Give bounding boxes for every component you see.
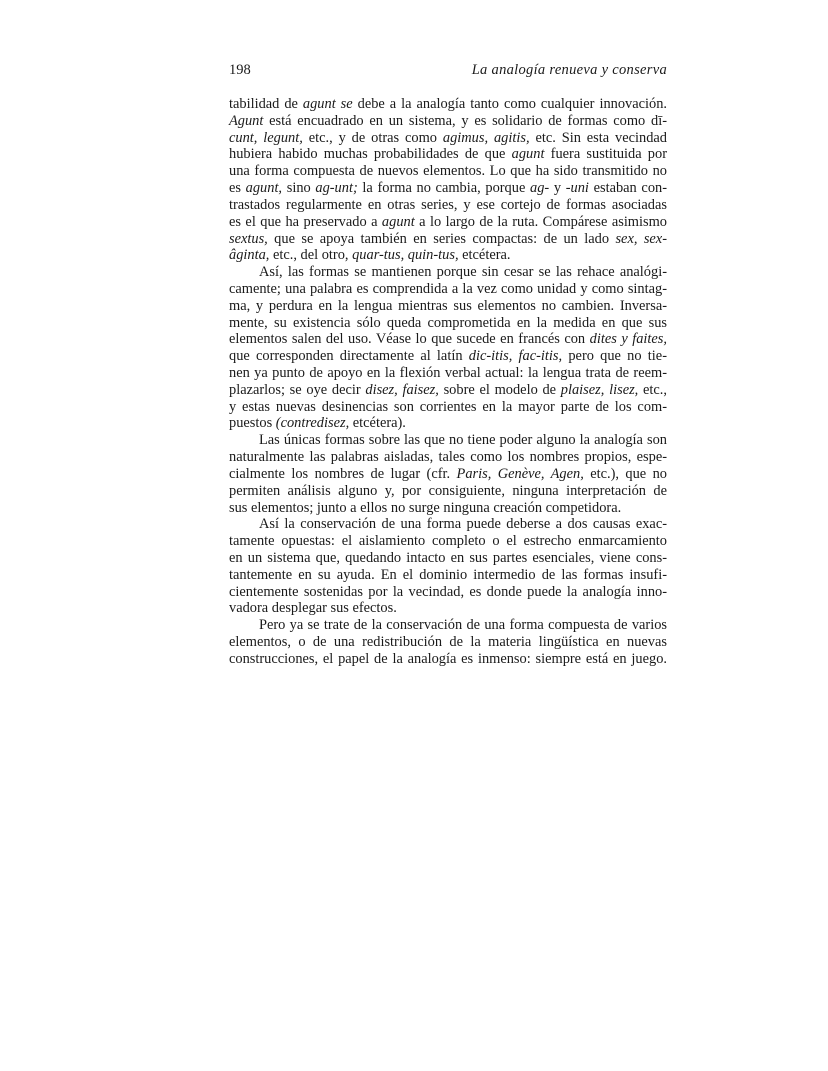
- text-line: [229, 449, 667, 466]
- text-line: [229, 500, 667, 517]
- text-run: y: [549, 180, 566, 197]
- text-run: etc. Sin esta vecindad: [529, 129, 667, 146]
- text-run: sobre el modelo de: [438, 381, 561, 398]
- running-title: La analogía renueva y conserva: [471, 62, 667, 78]
- text-run: que se apoya también en series compactas: de un lado: [267, 230, 616, 247]
- text-run: Así la conservación de una forma puede deberse a dos causas exac-: [259, 516, 667, 533]
- text-line: [229, 365, 667, 382]
- text-line: [229, 584, 667, 601]
- text-line: [229, 315, 667, 332]
- text-run: es el que ha preservado a: [229, 213, 382, 230]
- italic-term: dites y faites,: [589, 331, 667, 348]
- text-run: vadora desplegar sus efectos.: [229, 600, 397, 617]
- text-run: cialmente los nombres de lugar (cfr.: [229, 465, 457, 482]
- text-run: ma, y perdura en la lengua mientras sus elementos no cambien. Inversa-: [229, 297, 667, 314]
- italic-term: cunt, legunt,: [229, 129, 303, 146]
- text-run: pero que no tie-: [562, 348, 667, 365]
- text-line: [229, 634, 667, 651]
- text-line: [229, 214, 667, 231]
- text-run: etcétera.: [458, 247, 511, 264]
- text-line: [229, 600, 667, 617]
- text-run: sus elementos; junto a ellos no surge ninguna creación competidora.: [229, 499, 622, 516]
- italic-term: âginta,: [229, 247, 270, 264]
- italic-term: agunt se: [302, 96, 353, 112]
- text-line: [229, 432, 667, 449]
- text-line: [229, 281, 667, 298]
- italic-term: agunt,: [245, 180, 283, 197]
- italic-term: agimus, agitis,: [442, 129, 530, 146]
- text-run: nen ya punto de apoyo en la flexión verbal actual: la lengua trata de reem-: [229, 365, 667, 381]
- text-line: [229, 146, 667, 163]
- text-line: [229, 96, 667, 113]
- text-run: mente, su existencia sólo queda comprometida en la medida en que sus: [229, 314, 667, 331]
- text-run: etc.), que no: [583, 465, 667, 482]
- text-run: debe a la analogía tanto como cualquier innovación.: [352, 96, 667, 112]
- text-line: [229, 113, 667, 130]
- text-line: [229, 415, 667, 432]
- italic-term: agunt: [381, 213, 415, 230]
- text-run: tabilidad de: [229, 96, 303, 112]
- text-line: [229, 247, 667, 264]
- text-run: camente; una palabra es comprendida a la vez como unidad y como sintag-: [229, 280, 667, 297]
- text-run: Las únicas formas sobre las que no tiene poder alguno la analogía son: [259, 432, 667, 449]
- text-line: [229, 399, 667, 416]
- text-run: en un sistema que, quedando intacto en sus partes esenciales, viene cons-: [229, 549, 667, 566]
- text-run: sino: [282, 180, 316, 197]
- text-run: tantemente en su ayuda. En el dominio intermedio de las formas insufi-: [229, 566, 667, 583]
- text-run: etc.,: [638, 381, 667, 398]
- text-run: fuera sustituida por: [544, 146, 667, 163]
- italic-term: dic-itis, fac-itis,: [468, 348, 563, 365]
- italic-term: ag-unt;: [315, 180, 358, 197]
- text-run: que corresponden directamente al latín: [229, 348, 469, 365]
- text-run: tamente opuestas: el aislamiento completo o el estrecho enmarcamiento: [229, 533, 667, 550]
- text-run: la forma no cambia, porque: [357, 180, 531, 197]
- italic-term: sex, sex-: [615, 230, 667, 247]
- text-line: [229, 163, 667, 180]
- text-run: puestos: [229, 415, 276, 432]
- text-line: [229, 651, 667, 668]
- italic-term: Paris, Genève, Agen,: [456, 465, 584, 482]
- text-line: [229, 348, 667, 365]
- text-line: [229, 516, 667, 533]
- text-run: Así, las formas se mantienen porque sin cesar se las rehace analógi-: [259, 264, 667, 281]
- text-line: [229, 533, 667, 550]
- italic-term: quar-tus, quin-tus,: [352, 247, 459, 264]
- text-line: [229, 130, 667, 147]
- text-line: [229, 567, 667, 584]
- text-run: cientemente sostenidas por la vecindad, es donde puede la analogía inno-: [229, 583, 667, 600]
- text-run: etcétera).: [349, 415, 406, 432]
- text-run: Pero ya se trate de la conservación de una forma compuesta de varios: [259, 617, 667, 634]
- text-run: una forma compuesta de nuevos elementos. Lo que ha sido transmitido no: [229, 163, 667, 180]
- italic-term: (contredisez,: [275, 415, 350, 432]
- text-line: [229, 331, 667, 348]
- text-run: estaban con-: [588, 180, 667, 197]
- body-text: [229, 96, 667, 668]
- text-line: [229, 466, 667, 483]
- text-run: a lo largo de la ruta. Compárese asimismo: [414, 213, 667, 230]
- text-run: elementos, o de una redistribución de la materia lingüística en nuevas: [229, 634, 667, 650]
- text-run: es: [229, 180, 246, 197]
- italic-term: -uni: [565, 180, 589, 197]
- page-number: 198: [229, 62, 251, 78]
- italic-term: sextus,: [229, 230, 268, 247]
- italic-term: agunt: [511, 146, 545, 163]
- text-line: [229, 298, 667, 315]
- text-run: construcciones, el papel de la analogía es inmenso: siempre está en juego.: [229, 650, 667, 667]
- text-line: [229, 180, 667, 197]
- text-run: permiten análisis alguno y, por consiguiente, ninguna interpretación de: [229, 482, 667, 499]
- text-line: [229, 617, 667, 634]
- text-line: [229, 264, 667, 281]
- text-line: [229, 231, 667, 248]
- text-run: etc., del otro,: [269, 247, 353, 264]
- text-run: hubiera habido muchas probabilidades de que: [229, 146, 512, 163]
- italic-term: ag-: [530, 180, 550, 197]
- page-header: [229, 62, 667, 82]
- text-run: etc., y de otras como: [302, 129, 443, 146]
- text-line: [229, 197, 667, 214]
- italic-term: plaisez, lisez,: [560, 381, 639, 398]
- text-run: plazarlos; se oye decir: [229, 381, 366, 398]
- text-run: naturalmente las palabras aisladas, tales como los nombres propios, espe-: [229, 449, 667, 466]
- text-run: trastados regularmente en otras series, y ese cortejo de formas asociadas: [229, 196, 667, 213]
- text-line: [229, 382, 667, 399]
- text-line: [229, 550, 667, 567]
- text-run: está encuadrado en un sistema, y es solidario de formas como dī-: [263, 112, 667, 129]
- text-line: [229, 483, 667, 500]
- text-run: y estas nuevas desinencias son corrientes en la mayor parte de los com-: [229, 398, 667, 415]
- text-run: elementos salen del uso. Véase lo que sucede en francés con: [229, 331, 590, 348]
- italic-term: disez, faisez,: [365, 381, 439, 398]
- italic-term: Agunt: [229, 112, 264, 129]
